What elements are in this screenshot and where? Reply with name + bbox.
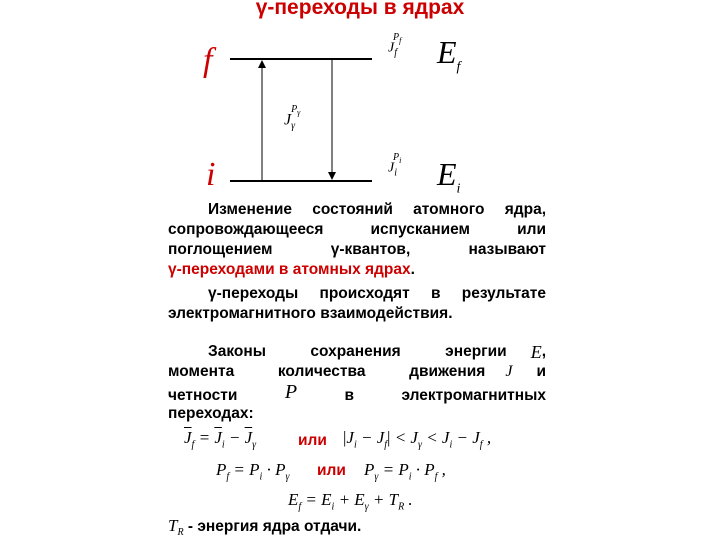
paragraph-interaction: γ-переходы происходят в результате электромагнитного взаимодействия. <box>168 285 546 322</box>
equation-triangle-rule: $|J_i - J_f| < J_\gamma < J_i - J_f$ , <box>343 428 492 451</box>
recoil-energy-note: $T_R$ - энергия ядра отдачи. <box>168 516 362 539</box>
or-label-2: или <box>317 462 346 479</box>
level-i-label: i <box>206 156 216 193</box>
energy-i-label: $E_i$ <box>437 156 461 197</box>
energy-level-diagram <box>0 0 720 200</box>
equation-angular-momentum: $\overline{J}_f = \overline{J}_i - \overline{J}_\gamma$ <box>184 428 257 451</box>
spin-i-label: $J_i^{P_i}$ <box>388 152 402 179</box>
page-title: γ-переходы в ядрах <box>255 0 465 19</box>
or-label-1: или <box>298 432 327 449</box>
level-f-label: f <box>203 42 213 79</box>
spin-f-label: $J_f^{P_f}$ <box>388 32 402 59</box>
equation-parity-alt: $P_\gamma = P_i \cdot P_f$ , <box>364 460 446 483</box>
paragraph-conservation-laws: Законы сохранения энергии E , момента количества движения J и четности P в электромагнитных переходах: <box>168 342 546 422</box>
equation-parity: $P_f = P_i \cdot P_\gamma$ <box>216 460 290 483</box>
paragraph-definition: Изменение состояний атомного ядра, сопровождающееся испусканием или поглощением γ-квантов, называют γ-переходами в атомных ядрах. <box>168 201 546 278</box>
equation-energy: $E_f = E_i + E_\gamma + T_R$ . <box>288 490 413 513</box>
gamma-transitions-term: γ-переходами в атомных ядрах <box>168 261 411 278</box>
energy-f-label: $E_f$ <box>437 34 461 75</box>
gamma-spin-label: $J_\gamma^{P_\gamma}$ <box>284 104 301 132</box>
